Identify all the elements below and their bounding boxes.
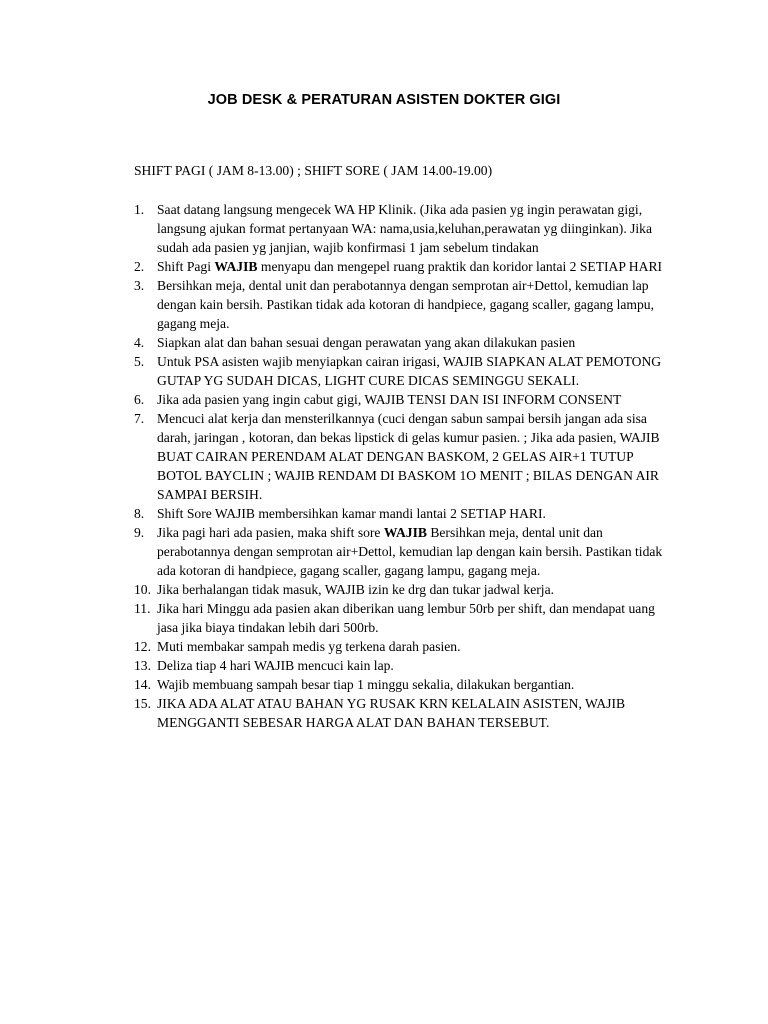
rule-text-part: Saat datang langsung mengecek WA HP Klinik. (Jika ada pasien yg ingin perawatan gigi, langsung ajukan format pertanyaan WA: nama,usia,keluhan,perawatan yg diinginkan). Jika sudah ada pasien yg janjian, wajib konfirmasi 1 jam sebelum tindakan — [157, 202, 653, 255]
rule-text-part: Shift Pagi — [157, 259, 215, 274]
rule-number: 7. — [134, 411, 145, 426]
rule-text — [157, 637, 679, 656]
rule-text-part: Jika berhalangan tidak masuk, WAJIB izin ke drg dan tukar jadwal kerja. — [157, 582, 554, 597]
rule-text-part: Mencuci alat kerja dan mensterilkannya (cuci dengan sabun sampai bersih jangan ada sisa darah, jaringan , kotoran, dan bekas lipstick di gelas kumur pasien. ; Jika ada pasien, WAJIB BUAT CAIRAN PERENDAM ALAT DENGAN BASKOM, 2 GELAS AIR+1 TUTUP BOTOL BAYCLIN ; WAJIB RENDAM DI BASKOM 1O MENIT ; BILAS DENGAN AIR SAMPAI BERSIH. — [157, 411, 660, 502]
rule-text — [157, 390, 679, 409]
rule-number: 1. — [134, 202, 145, 217]
rule-text-part: Bersihkan meja, dental unit dan perabotannya dengan semprotan air+Dettol, kemudian lap dengan kain bersih. Pastikan tidak ada kotoran di handpiece, gagang scaller, gagang lampu, gagang meja. — [157, 278, 654, 331]
rule-number: 2. — [134, 259, 145, 274]
rule-item — [134, 352, 679, 390]
rule-text-part: Muti membakar sampah medis yg terkena darah pasien. — [157, 639, 461, 654]
rule-text-part: Bersihkan meja, dental unit dan perabotannya dengan semprotan air+Dettol, kemudian lap dengan kain bersih. Pastikan tidak ada kotoran di handpiece, gagang scaller, gagang lampu, gagang meja. — [157, 525, 663, 578]
rule-number: 13. — [134, 658, 151, 673]
rule-item — [134, 409, 679, 504]
rule-number: 10. — [134, 582, 151, 597]
rule-number: 8. — [134, 506, 145, 521]
rule-text — [157, 352, 679, 390]
document-title: JOB DESK & PERATURAN ASISTEN DOKTER GIGI — [207, 92, 561, 108]
rule-text-part: Wajib membuang sampah besar tiap 1 minggu sekalia, dilakukan bergantian. — [157, 677, 575, 692]
rule-item — [134, 637, 679, 656]
rule-text-part: Deliza tiap 4 hari WAJIB mencuci kain lap. — [157, 658, 394, 673]
rule-text — [157, 523, 679, 580]
rule-item — [134, 694, 679, 732]
rule-text — [157, 276, 679, 333]
rule-text — [157, 333, 679, 352]
rule-text-part: menyapu dan mengepel ruang praktik dan koridor lantai 2 SETIAP HARI — [257, 259, 663, 274]
rule-item — [134, 599, 679, 637]
rule-item — [134, 276, 679, 333]
rule-text — [157, 409, 679, 504]
rule-emphasis: WAJIB — [214, 259, 258, 274]
rule-item — [134, 200, 679, 257]
rule-emphasis: WAJIB — [383, 525, 427, 540]
rule-text-part: Untuk PSA asisten wajib menyiapkan cairan irigasi, WAJIB SIAPKAN ALAT PEMOTONG GUTAP YG SUDAH DICAS, LIGHT CURE DICAS SEMINGGU SEKALI. — [157, 354, 662, 388]
rule-text-part: Jika hari Minggu ada pasien akan diberikan uang lembur 50rb per shift, dan mendapat uang jasa jika biaya tindakan lebih dari 500rb. — [157, 601, 655, 635]
rule-number: 14. — [134, 677, 151, 692]
rule-item — [134, 656, 679, 675]
rule-text-part: Jika pagi hari ada pasien, maka shift sore — [157, 525, 384, 540]
rule-item — [134, 390, 679, 409]
rule-text — [157, 656, 679, 675]
rule-text — [157, 504, 679, 523]
rule-text — [157, 200, 679, 257]
rule-item — [134, 523, 679, 580]
rule-number: 11. — [134, 601, 151, 616]
rule-item — [134, 257, 679, 276]
rule-number: 15. — [134, 696, 151, 711]
rule-text-part: Shift Sore WAJIB membersihkan kamar mandi lantai 2 SETIAP HARI. — [157, 506, 546, 521]
shift-schedule: SHIFT PAGI ( JAM 8-13.00) ; SHIFT SORE ( JAM 14.00-19.00) — [134, 163, 493, 178]
rule-item — [134, 333, 679, 352]
rule-text — [157, 675, 679, 694]
rule-text — [157, 599, 679, 637]
rule-item — [134, 675, 679, 694]
rule-number: 6. — [134, 392, 145, 407]
rules-list — [134, 200, 679, 732]
rule-number: 4. — [134, 335, 145, 350]
rule-item — [134, 580, 679, 599]
rule-text — [157, 257, 679, 276]
rule-number: 3. — [134, 278, 145, 293]
rule-text-part: Jika ada pasien yang ingin cabut gigi, WAJIB TENSI DAN ISI INFORM CONSENT — [157, 392, 622, 407]
rule-item — [134, 504, 679, 523]
rule-text — [157, 580, 679, 599]
rule-number: 5. — [134, 354, 145, 369]
rule-number: 12. — [134, 639, 151, 654]
rule-number: 9. — [134, 525, 145, 540]
rule-text-part: JIKA ADA ALAT ATAU BAHAN YG RUSAK KRN KELALAIN ASISTEN, WAJIB MENGGANTI SEBESAR HARGA ALAT DAN BAHAN TERSEBUT. — [157, 696, 626, 730]
rule-text — [157, 694, 679, 732]
rule-text-part: Siapkan alat dan bahan sesuai dengan perawatan yang akan dilakukan pasien — [157, 335, 576, 350]
